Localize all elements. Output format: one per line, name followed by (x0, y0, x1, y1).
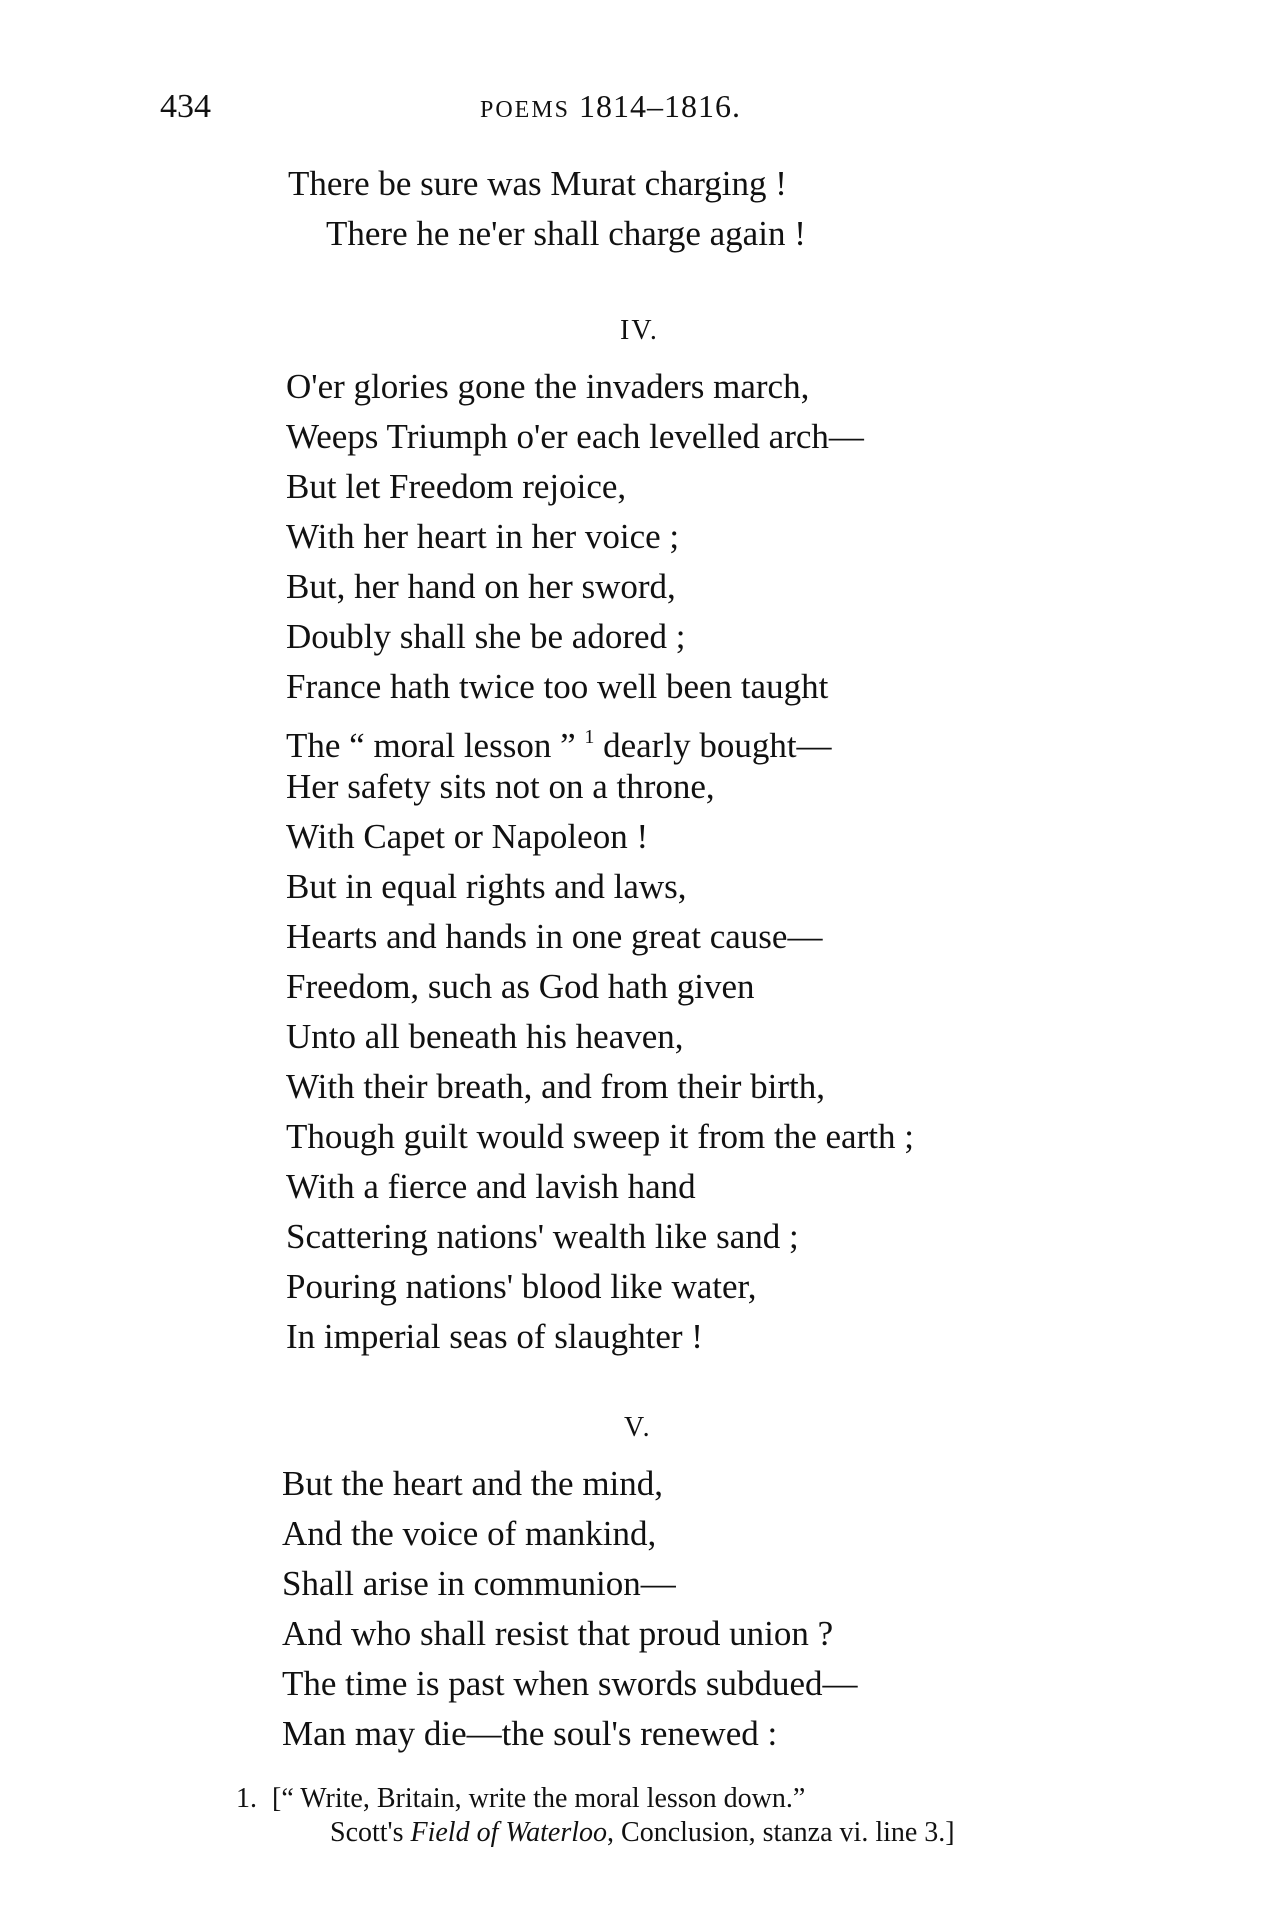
stanza-number: V. (624, 1412, 652, 1443)
poem-line: With her heart in her voice ; (286, 517, 680, 556)
poem-line: Hearts and hands in one great cause— (286, 917, 823, 956)
poem-line: Her safety sits not on a throne, (286, 767, 715, 806)
poem-line: Pouring nations' blood like water, (286, 1267, 757, 1306)
poem-line-tail: dearly bought— (594, 726, 832, 765)
poem-line: O'er glories gone the invaders march, (286, 367, 810, 406)
poem-line: And who shall resist that proud union ? (282, 1614, 834, 1653)
poem-line: The time is past when swords subdued— (282, 1664, 858, 1703)
poem-line: In imperial seas of slaughter ! (286, 1317, 703, 1356)
footnote-work-title: Field of Waterloo (410, 1817, 608, 1848)
poem-line: But in equal rights and laws, (286, 867, 687, 906)
poem-line: Freedom, such as God hath given (286, 967, 755, 1006)
poem-line-with-note (286, 715, 832, 768)
footnote-line (330, 1816, 955, 1850)
poem-line: France hath twice too well been taught (286, 667, 829, 706)
footnote-label: 1. (236, 1783, 257, 1814)
poem-line: There be sure was Murat charging ! (288, 164, 787, 203)
poem-line: But let Freedom rejoice, (286, 467, 627, 506)
poem-line: But, her hand on her sword, (286, 567, 676, 606)
page-header (0, 88, 1275, 132)
poem-line: Doubly shall she be adored ; (286, 617, 686, 656)
stanza-number: IV. (620, 315, 659, 346)
running-head-years: 1814–1816. (579, 88, 742, 124)
running-head-caps: POEMS (480, 97, 571, 123)
footnote-reference: 1 (584, 726, 595, 748)
poem-line: And the voice of mankind, (282, 1514, 657, 1553)
poem-line: Shall arise in communion— (282, 1564, 676, 1603)
footnote-prefix: Scott's (330, 1817, 411, 1848)
footnote-line (236, 1782, 805, 1816)
poem-line: With Capet or Napoleon ! (286, 817, 649, 856)
footnote-quote: [“ Write, Britain, write the moral lesson down.” (272, 1783, 806, 1814)
poem-line: Though guilt would sweep it from the earth ; (286, 1117, 914, 1156)
poem-line: Unto all beneath his heaven, (286, 1017, 684, 1056)
poem-line: With a fierce and lavish hand (286, 1167, 696, 1206)
page-number: 434 (160, 88, 211, 125)
poem-line: But the heart and the mind, (282, 1464, 664, 1503)
footnote-suffix: , Conclusion, stanza vi. line 3.] (607, 1817, 955, 1848)
poem-line: With their breath, and from their birth, (286, 1067, 825, 1106)
poem-line: Weeps Triumph o'er each levelled arch— (286, 417, 864, 456)
running-head (480, 88, 741, 125)
poem-line: There he ne'er shall charge again ! (326, 214, 806, 253)
poem-line: Scattering nations' wealth like sand ; (286, 1217, 799, 1256)
poem-line: Man may die—the soul's renewed : (282, 1714, 778, 1753)
poem-line-text: The “ moral lesson ” (286, 726, 576, 765)
